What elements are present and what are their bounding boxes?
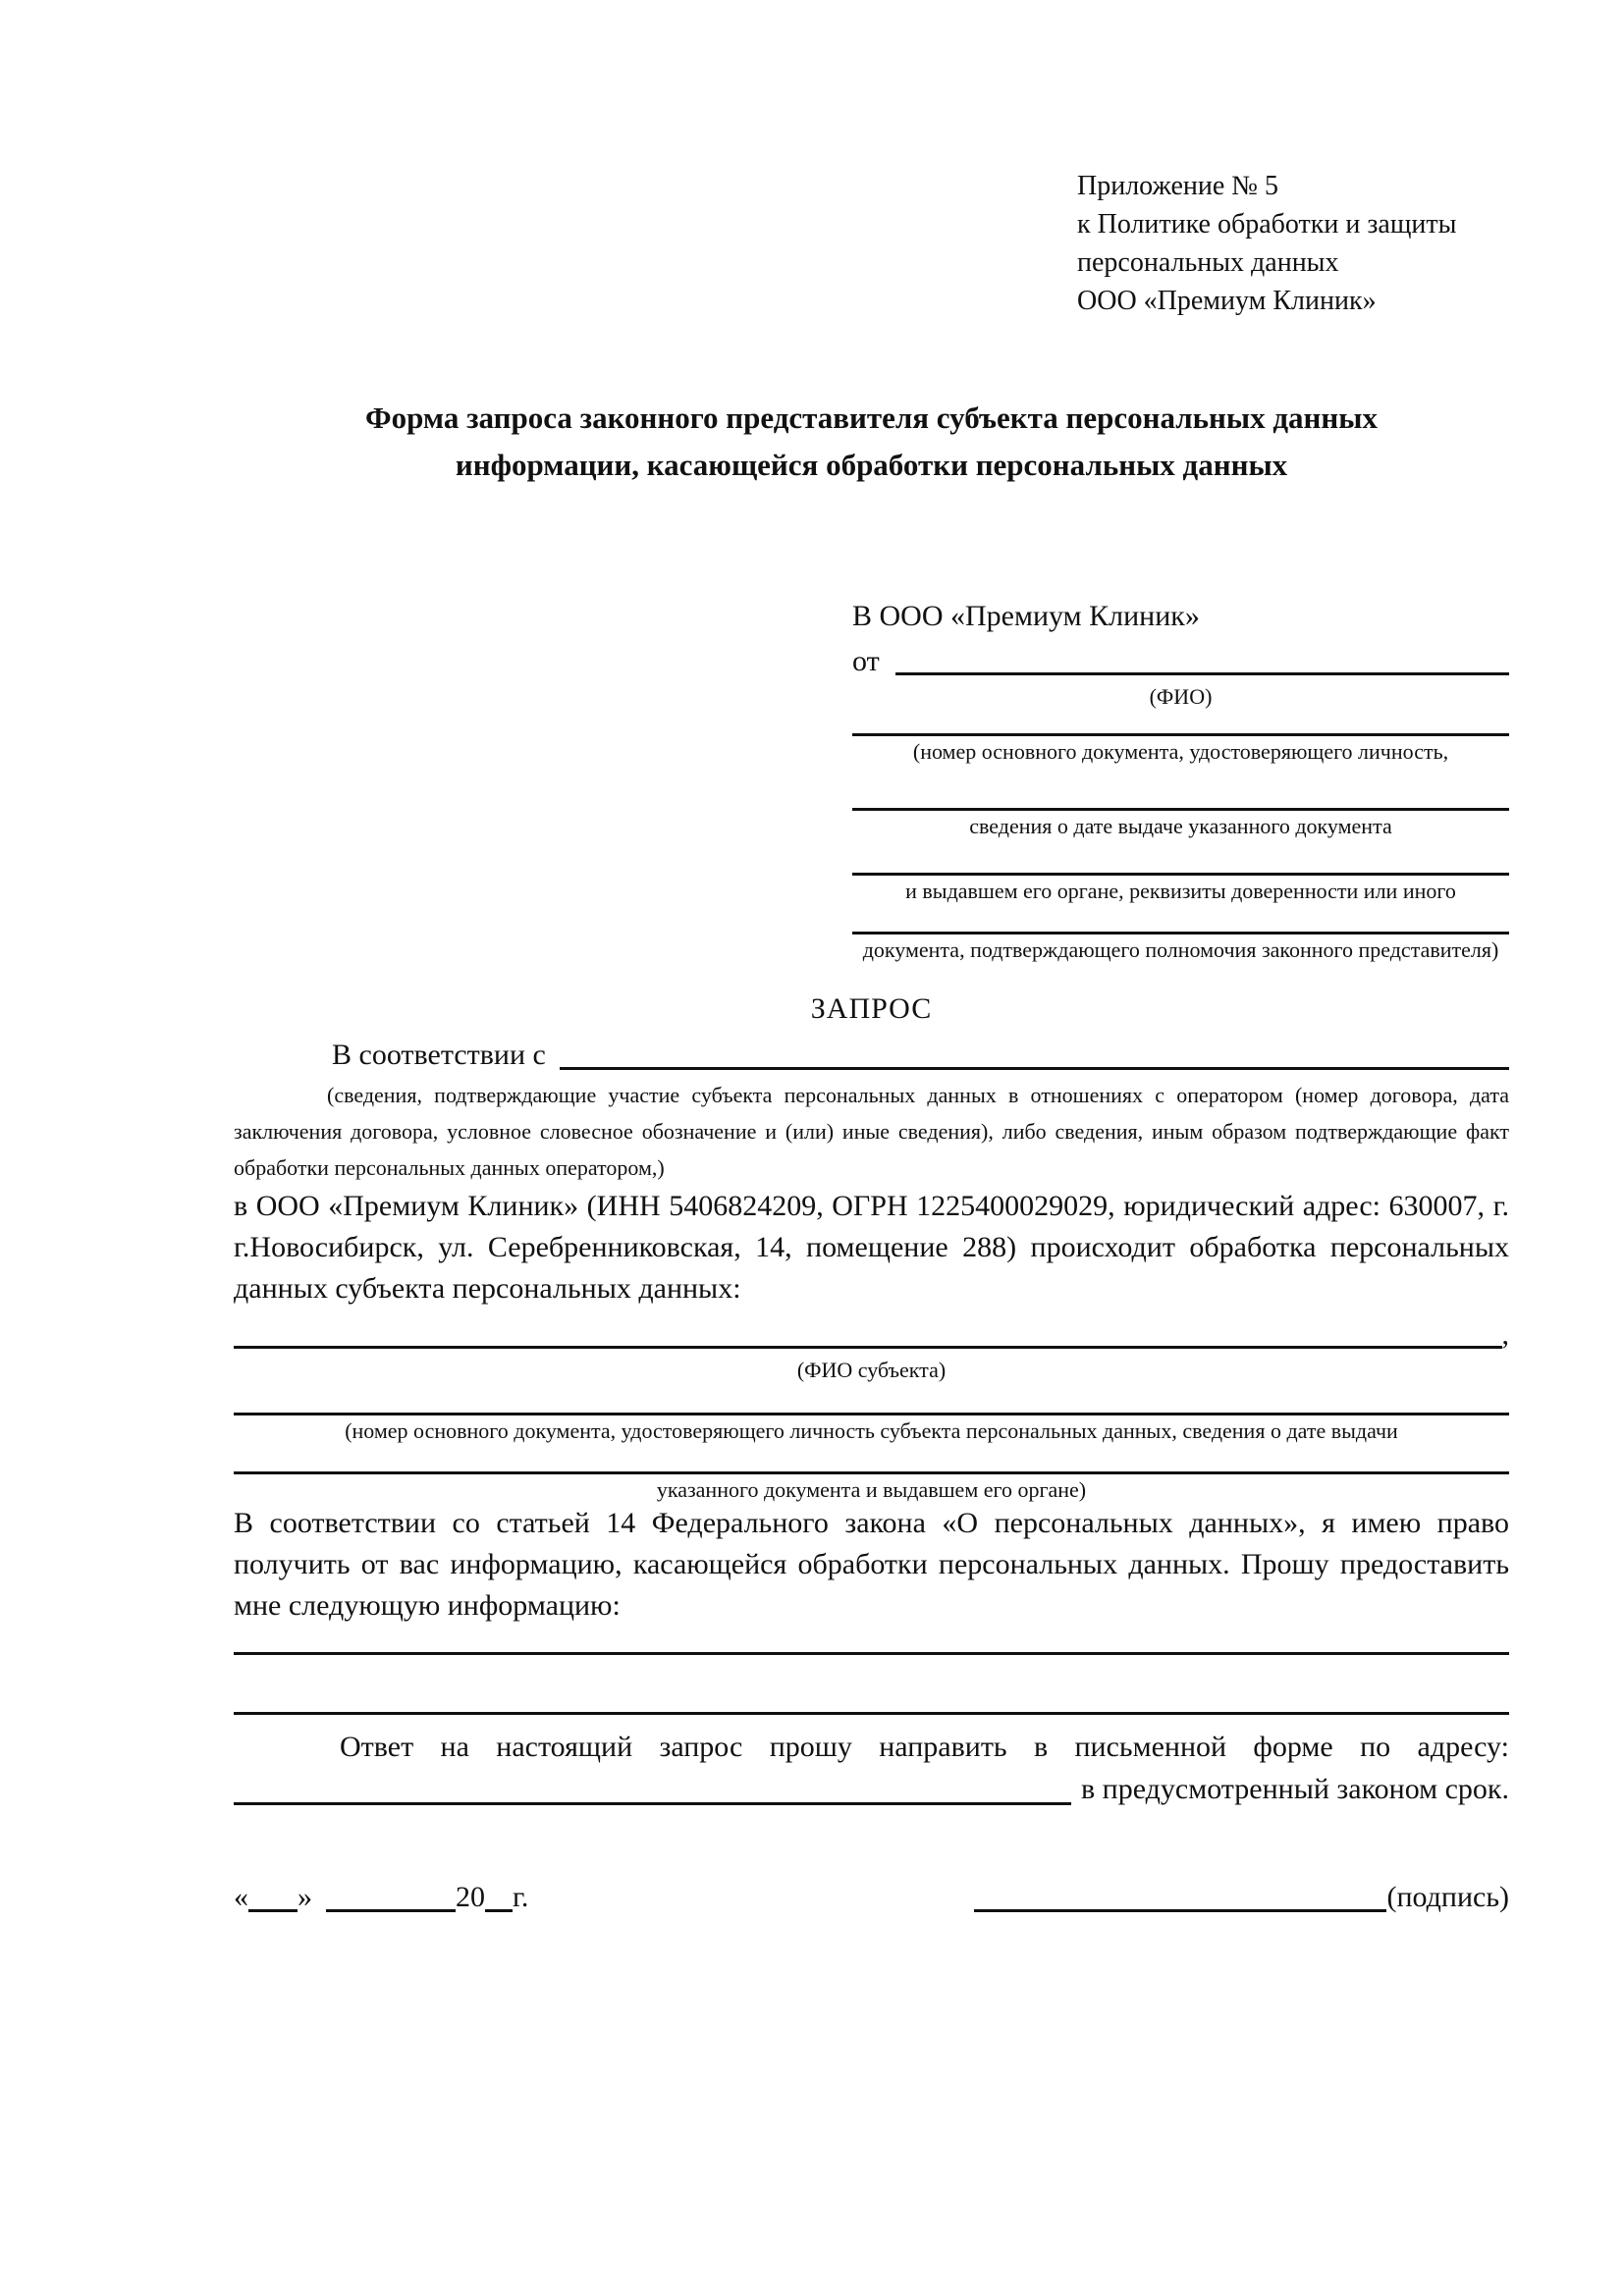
- blank-line-caption: сведения о дате выдаче указанного документа: [969, 814, 1392, 838]
- signature-caption: (подпись): [1386, 1881, 1509, 1913]
- blank-line-caption: документа, подтверждающего полномочия законного представителя): [862, 937, 1499, 962]
- subject-fio-row: [234, 1315, 1509, 1355]
- subject-fio-caption: (ФИО субъекта): [796, 1358, 947, 1382]
- intro-row: [234, 1034, 1509, 1077]
- appendix-header-line: персональных данных: [1077, 247, 1339, 278]
- appendix-header-line: ООО «Премиум Клиник»: [1077, 286, 1377, 316]
- appendix-header: [1077, 167, 1509, 320]
- date-field: [234, 1878, 528, 1917]
- date-year-prefix: 20: [456, 1881, 485, 1913]
- operator-paragraph: в ООО «Премиум Клиник» (ИНН 5406824209, ОГРН 1225400029029, юридический адрес: 630007, г. г.Новосибирск, ул. Серебренниковская, 14, помещение 288) происходит обработка персональных данных субъекта персональных данных:: [234, 1190, 1509, 1305]
- reply-tail: в предусмотренный законом срок.: [1081, 1773, 1509, 1805]
- blank-line: [852, 808, 1509, 811]
- from-row: [852, 642, 1509, 681]
- form-title: [234, 395, 1509, 489]
- reply-paragraph: Ответ на настоящий запрос прошу направить в письменной форме по адресу:: [340, 1731, 1509, 1763]
- footer-row: [234, 1878, 1509, 1917]
- blank-line: [852, 932, 1509, 934]
- date-month-blank: [326, 1909, 456, 1912]
- intro-label: В соответствии с: [332, 1039, 546, 1071]
- intro-note: (сведения, подтверждающие участие субъекта персональных данных в отношениях с оператором (номер договора, дата заключения договора, условное словесное обозначение и (или) иные сведения), либо сведения, иным образом подтверждающие факт обработки персональных данных оператором,): [234, 1083, 1509, 1180]
- form-title-line: информации, касающейся обработки персональных данных: [455, 448, 1288, 482]
- appendix-header-line: Приложение № 5: [1077, 171, 1278, 201]
- signature-field: [974, 1878, 1509, 1917]
- signature-blank-line: [974, 1909, 1386, 1912]
- subject-line-comma: ,: [1501, 1318, 1509, 1351]
- blank-line-caption: (номер основного документа, удостоверяющего личность,: [912, 739, 1449, 764]
- date-quote-open: «: [234, 1881, 248, 1913]
- blank-line: [852, 873, 1509, 876]
- fio-caption: (ФИО): [1149, 684, 1213, 709]
- address-blank-line: [234, 1802, 1071, 1805]
- blank-line: [234, 1712, 1509, 1715]
- date-year-blank: [485, 1909, 513, 1912]
- blank-line: [234, 1471, 1509, 1474]
- date-quote-close: »: [298, 1881, 312, 1913]
- request-heading: ЗАПРОС: [810, 992, 933, 1025]
- blank-line: [852, 733, 1509, 736]
- appendix-header-line: к Политике обработки и защиты: [1077, 209, 1457, 240]
- form-title-line: Форма запроса законного представителя субъекта персональных данных: [365, 400, 1378, 435]
- reply-address-row: [234, 1768, 1509, 1811]
- subject-doc-caption: (номер основного документа, удостоверяющего личность субъекта персональных данных, сведения о дате выдачи: [345, 1418, 1398, 1443]
- relation-details-blank-line: [560, 1067, 1509, 1070]
- blank-line: [234, 1413, 1509, 1415]
- blank-line-caption: и выдавшем его органе, реквизиты доверенности или иного: [905, 879, 1456, 903]
- from-label: от: [852, 645, 880, 677]
- addressee-block: [852, 597, 1509, 963]
- addressee-organization: В ООО «Премиум Клиник»: [852, 600, 1200, 632]
- date-day-blank: [248, 1909, 298, 1912]
- date-year-suffix: г.: [513, 1881, 529, 1913]
- representative-fio-blank-line: [895, 672, 1509, 675]
- law-paragraph: В соответствии со статьей 14 Федерального закона «О персональных данных», я имею право получить от вас информацию, касающейся обработки персональных данных. Прошу предоставить мне следующую информацию:: [234, 1507, 1509, 1622]
- subject-fio-blank-line: [234, 1346, 1502, 1349]
- subject-doc-caption: указанного документа и выдавшем его органе): [656, 1477, 1087, 1502]
- blank-line: [234, 1652, 1509, 1655]
